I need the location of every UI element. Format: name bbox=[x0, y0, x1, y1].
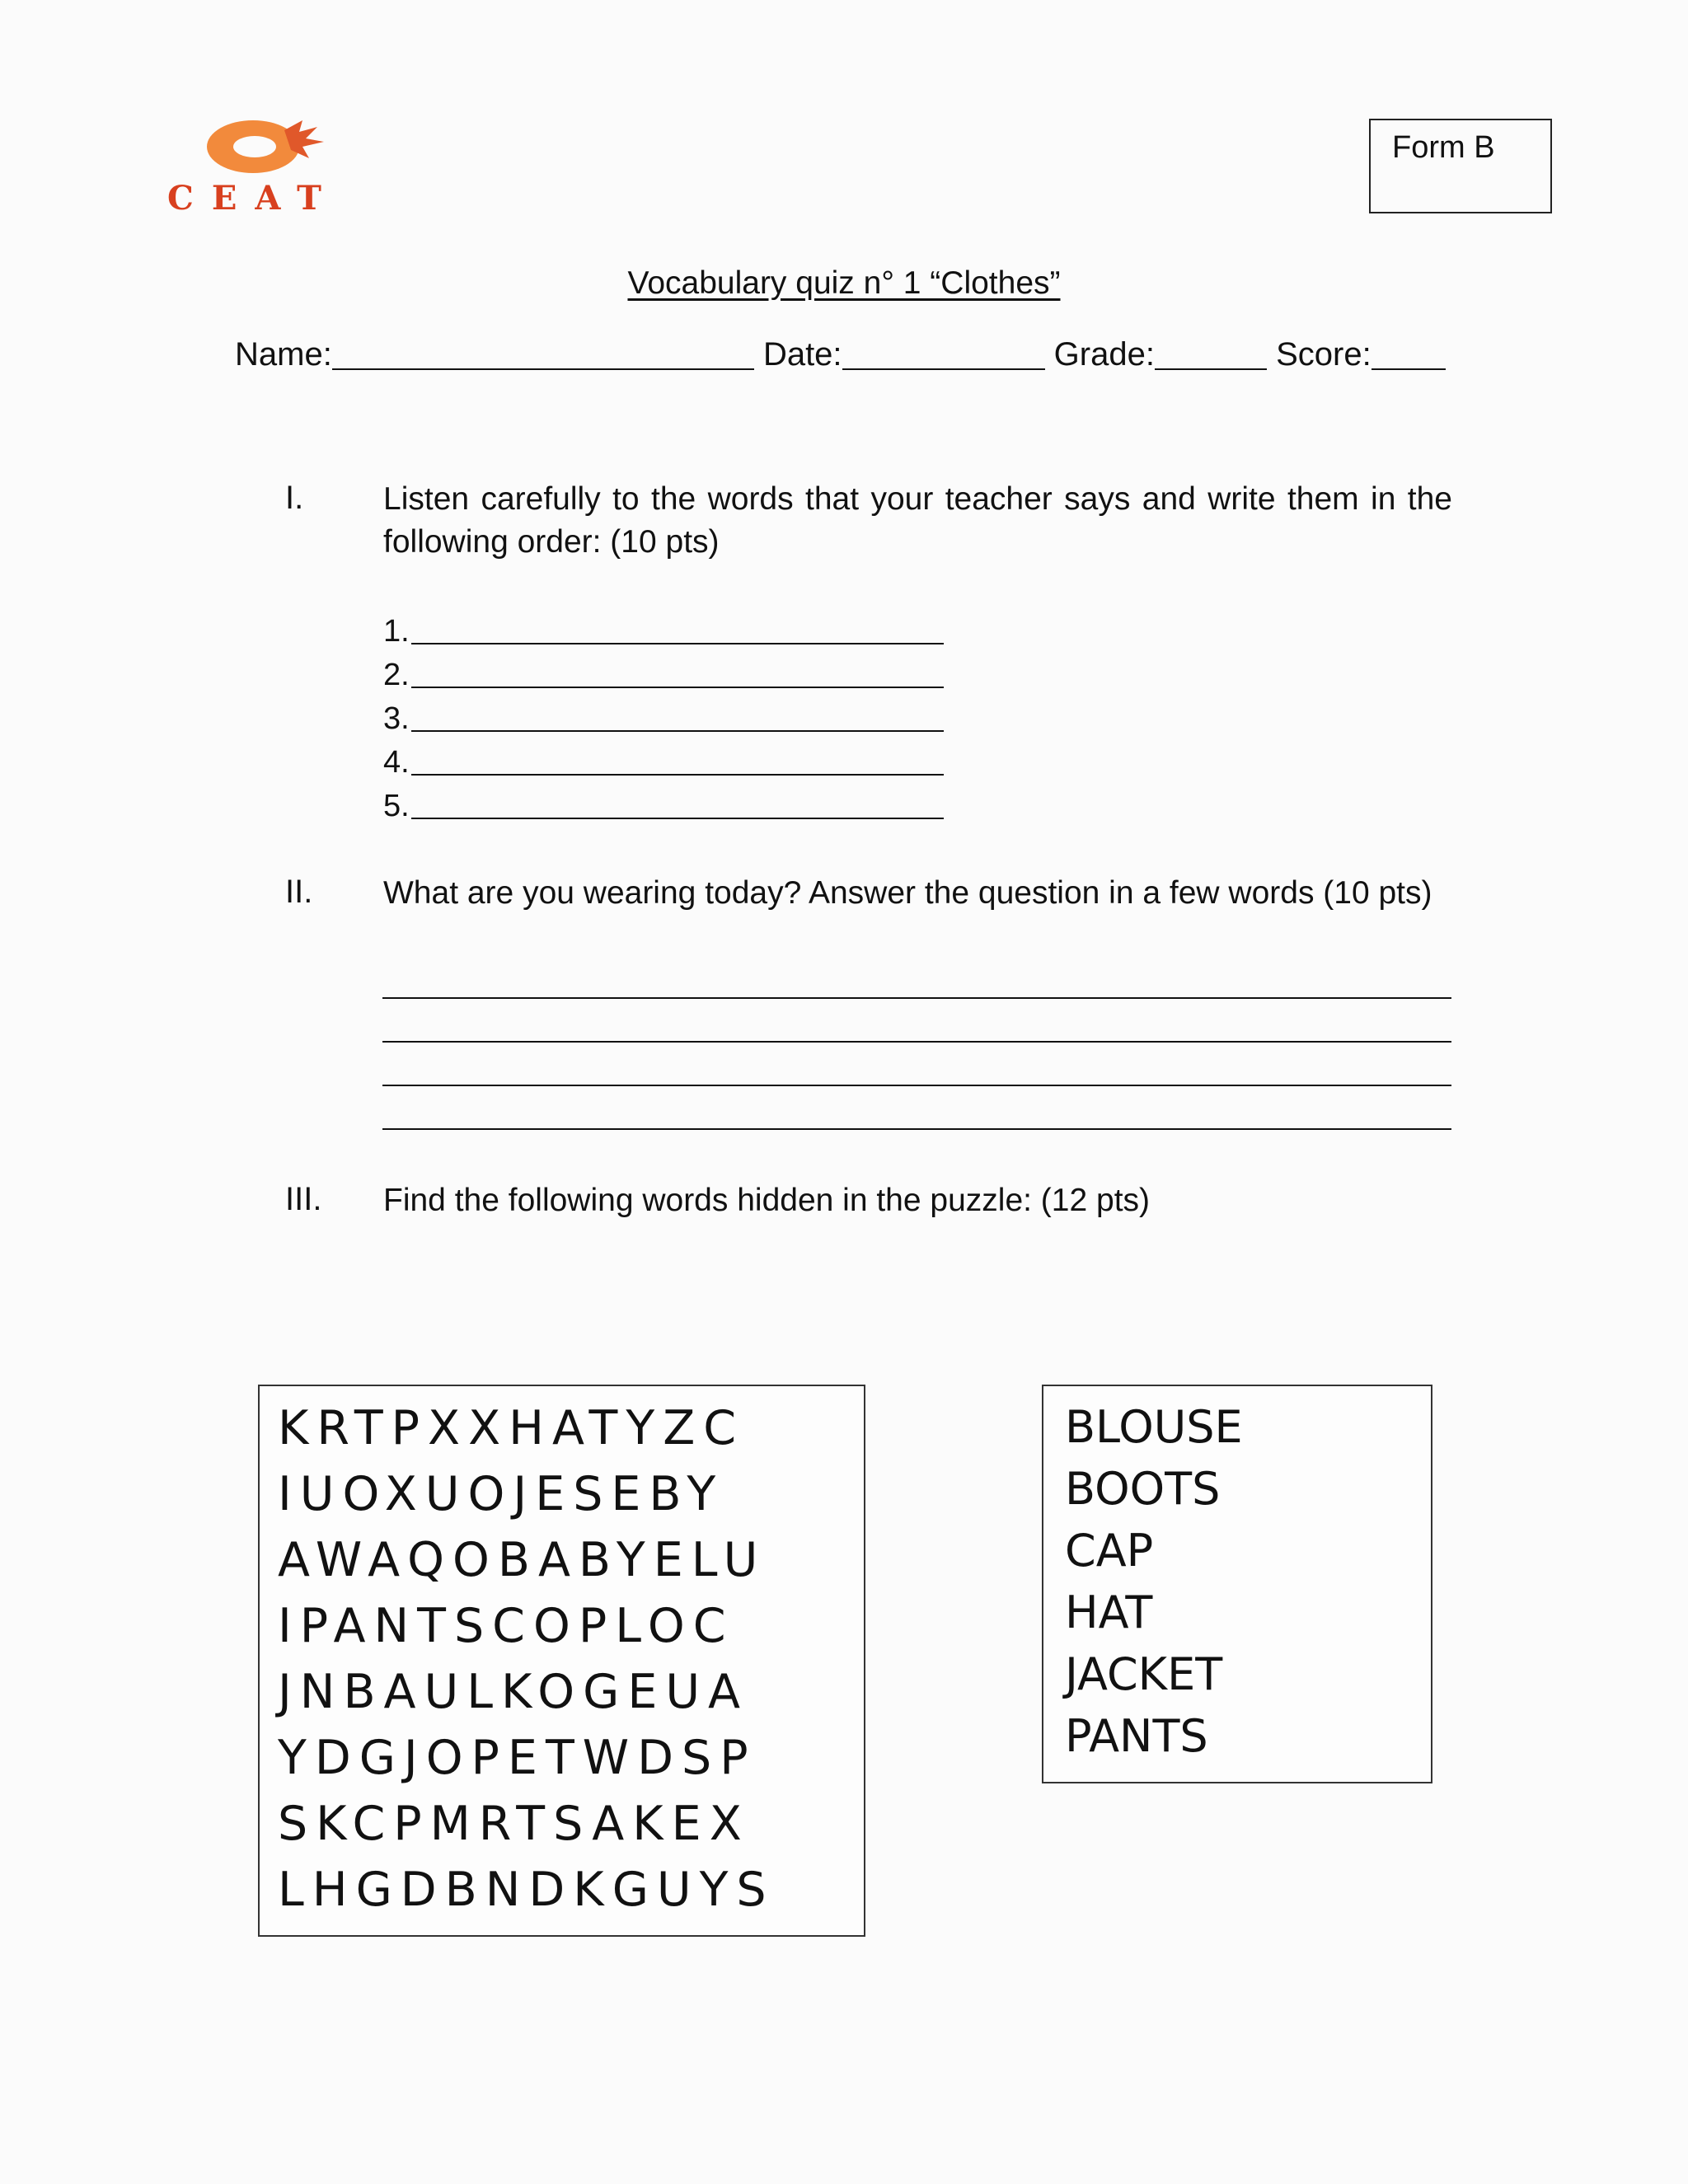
answer-line[interactable] bbox=[382, 1085, 1451, 1086]
section-2-number: II. bbox=[285, 874, 313, 910]
header-fields bbox=[235, 335, 1446, 373]
grade-field[interactable] bbox=[1155, 335, 1267, 370]
score-field[interactable] bbox=[1372, 335, 1446, 370]
puzzle-row: JNBAULKOGEUA bbox=[278, 1665, 749, 1719]
answer-row[interactable]: 1. bbox=[383, 610, 944, 654]
ceat-logo bbox=[161, 114, 375, 221]
answer-row[interactable]: 3. bbox=[383, 697, 944, 741]
puzzle-row: IUOXUOJESEBY bbox=[278, 1467, 724, 1521]
name-field[interactable] bbox=[332, 335, 754, 370]
word-list-item: PANTS bbox=[1065, 1710, 1208, 1762]
grade-label: Grade: bbox=[1053, 336, 1155, 373]
answer-line[interactable] bbox=[382, 997, 1451, 999]
section-1-instruction: Listen carefully to the words that your teacher says and write them in the following order: (10 pts) bbox=[383, 481, 1452, 560]
word-list-box bbox=[1042, 1385, 1432, 1783]
section-1-number: I. bbox=[285, 480, 304, 516]
puzzle-row: KRTPXXHATYZC bbox=[278, 1401, 745, 1455]
puzzle-row: AWAQOBABYELU bbox=[278, 1533, 767, 1587]
word-search-puzzle bbox=[258, 1385, 865, 1937]
quiz-title: Vocabulary quiz n° 1 “Clothes” bbox=[627, 265, 1061, 301]
answer-row[interactable]: 4. bbox=[383, 741, 944, 785]
answer-row[interactable]: 5. bbox=[383, 785, 944, 828]
section-3-instruction: Find the following words hidden in the puzzle: (12 pts) bbox=[383, 1183, 1151, 1218]
section-1-answer-list bbox=[383, 610, 944, 828]
date-label: Date: bbox=[762, 336, 842, 373]
answer-line[interactable] bbox=[382, 1041, 1451, 1043]
form-label: Form B bbox=[1392, 130, 1495, 165]
puzzle-row: YDGJOPETWDSP bbox=[278, 1731, 757, 1785]
puzzle-row: SKCPMRTSAKEX bbox=[278, 1797, 750, 1851]
answer-line[interactable] bbox=[382, 1128, 1451, 1130]
date-field[interactable] bbox=[842, 335, 1045, 370]
puzzle-row: IPANTSCOPLOC bbox=[278, 1599, 734, 1653]
word-list-item: BLOUSE bbox=[1065, 1401, 1243, 1453]
puzzle-row: LHGDBNDKGUYS bbox=[278, 1863, 775, 1917]
word-list-item: HAT bbox=[1065, 1586, 1153, 1638]
answer-row[interactable]: 2. bbox=[383, 654, 944, 697]
svg-text:CEAT: CEAT bbox=[167, 179, 340, 218]
section-2-instruction: What are you wearing today? Answer the question in a few words (10 pts) bbox=[383, 875, 1432, 911]
word-list-item: JACKET bbox=[1065, 1648, 1223, 1700]
score-label: Score: bbox=[1276, 336, 1372, 373]
name-label: Name: bbox=[235, 336, 332, 373]
word-list-item: CAP bbox=[1065, 1525, 1154, 1577]
section-3-number: III. bbox=[285, 1181, 322, 1217]
word-list-item: BOOTS bbox=[1065, 1463, 1221, 1515]
form-label-box bbox=[1369, 119, 1552, 213]
